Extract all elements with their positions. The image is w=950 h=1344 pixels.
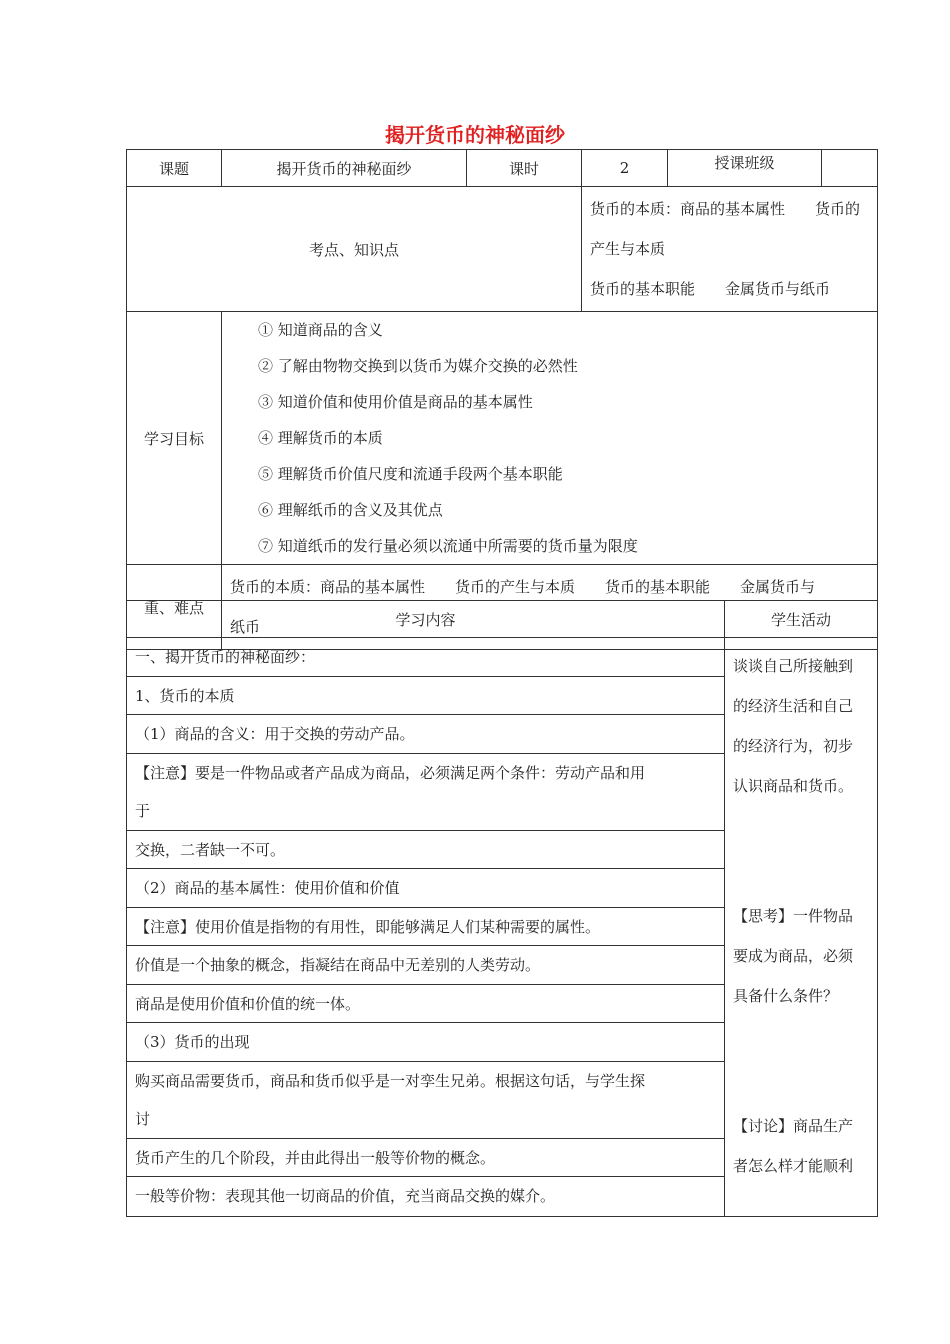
hours-value: 2 [582,150,668,187]
knowledge-content [582,187,878,312]
activity-line: 具备什么条件？ [733,987,839,1005]
goal-item: ③ 知道价值和使用价值是商品的基本属性 [258,393,533,411]
lesson-header-table [126,149,878,650]
goal-item: ④ 理解货币的本质 [258,429,383,447]
key-points-line: 货币的本质：商品的基本属性 货币的产生与本质 货币的基本职能 金属货币与 [230,578,816,596]
knowledge-line: 货币的基本职能 金属货币与纸币 [590,280,831,298]
activity-line: 者怎么样才能顺利 [733,1157,854,1175]
content-row: 一般等价物：表现其他一切商品的价值，充当商品交换的媒介。 [135,1187,556,1205]
key-points-line: 纸币 [230,618,261,636]
content-row: 商品是使用价值和价值的统一体。 [127,985,724,1024]
content-row: （1）商品的含义：用于交换的劳动产品。 [127,715,724,754]
content-row: 购买商品需要货币，商品和货币似乎是一对孪生兄弟。根据这句话，与学生探 [135,1071,646,1090]
content-row: 于 [127,792,724,831]
hours-label: 课时 [467,150,582,187]
goal-item: ⑥ 理解纸币的含义及其优点 [258,501,443,519]
activity-line: 的经济生活和自己 [733,697,854,715]
content-row: 讨 [127,1100,724,1139]
activity-line: 认识商品和货币。 [733,777,854,795]
goal-item: ⑤ 理解货币价值尺度和流通手段两个基本职能 [258,465,563,483]
content-row: 交换，二者缺一不可。 [127,831,724,870]
key-points-label: 重、难点 [127,565,222,650]
content-row: 一、揭开货币的神秘面纱： [127,638,724,677]
knowledge-label: 考点、知识点 [127,187,582,312]
class-label: 授课班级 [668,150,822,187]
content-row: （3）货币的出现 [127,1023,724,1062]
knowledge-line: 货币的本质：商品的基本属性 货币的产生与本质 [590,200,861,258]
activity-header: 学生活动 [725,601,878,638]
activity-line: 谈谈自己所接触到 [733,657,854,675]
activity-column [725,638,878,1217]
goals-label: 学习目标 [127,312,222,565]
content-row: （2）商品的基本属性：使用价值和价值 [127,869,724,908]
activity-line: 【思考】一件物品 [733,907,854,925]
goal-item: ① 知道商品的含义 [258,321,383,339]
activity-line: 要成为商品，必须 [733,947,854,965]
content-row: 货币产生的几个阶段，并由此得出一般等价物的概念。 [127,1139,724,1178]
content-row: 【注意】使用价值是指物的有用性，即能够满足人们某种需要的属性。 [127,908,724,947]
class-value [822,150,878,187]
activity-line: 的经济行为，初步 [733,737,854,755]
goal-item: ⑦ 知道纸币的发行量必须以流通中所需要的货币量为限度 [258,537,638,555]
subject-label: 课题 [127,150,222,187]
document-title: 揭开货币的神秘面纱 [385,123,565,147]
goals-content [222,312,878,565]
subject-value: 揭开货币的神秘面纱 [222,150,467,187]
activity-line: 【讨论】商品生产 [733,1117,854,1135]
goal-item: ② 了解由物物交换到以货币为媒介交换的必然性 [258,357,578,375]
content-row: 1、货币的本质 [127,677,724,716]
content-header: 学习内容 [127,601,725,638]
content-row: 【注意】要是一件物品或者产品成为商品，必须满足两个条件：劳动产品和用 [135,763,646,782]
content-row: 价值是一个抽象的概念，指凝结在商品中无差别的人类劳动。 [127,946,724,985]
content-column [127,638,725,1217]
lesson-content-table [126,600,878,1217]
